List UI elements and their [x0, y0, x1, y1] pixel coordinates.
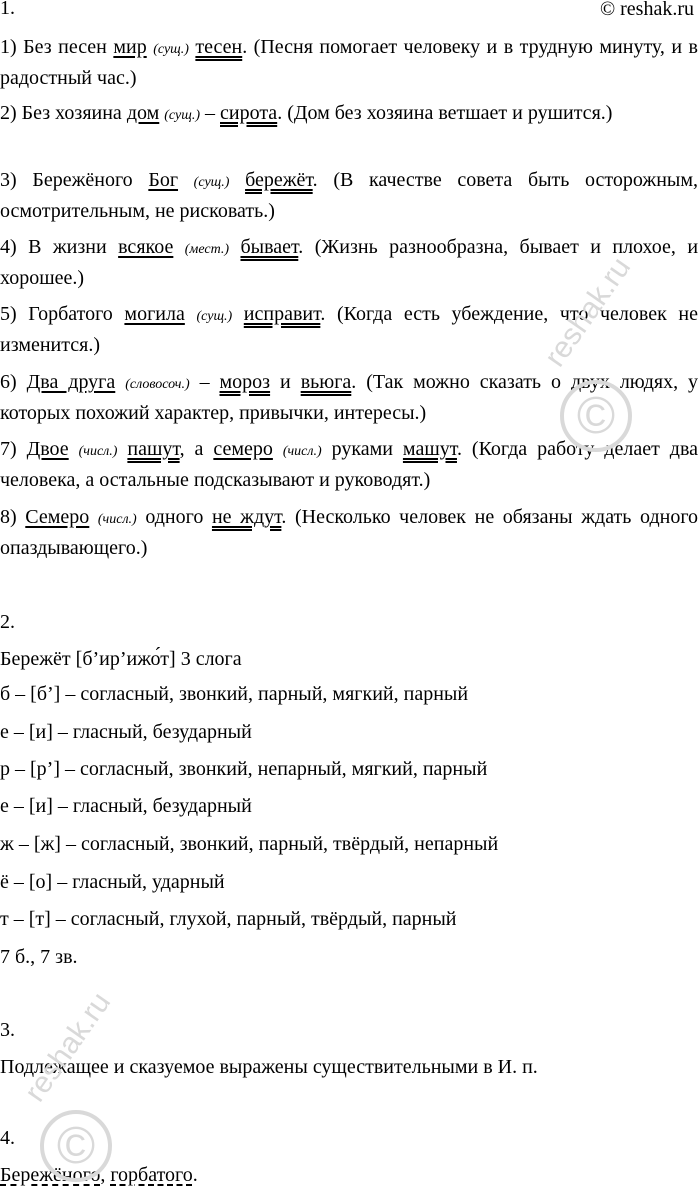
copyright-watermark-icon: ©: [40, 1110, 112, 1182]
phonetic-summary: 7 б., 7 зв.: [0, 946, 78, 968]
phonetic-line: т – [т] – согласный, глухой, парный, твёрдый, парный: [0, 908, 457, 930]
subject: мир: [113, 36, 147, 58]
subject: Двое: [26, 438, 69, 460]
watermark-text: reshak.ru: [538, 251, 638, 373]
predicate: не ждут: [211, 506, 282, 528]
subject: могила: [124, 303, 185, 325]
subject: Два друга: [26, 371, 116, 393]
predicate: исправит: [243, 303, 321, 325]
watermark-text: reshak.ru: [18, 986, 118, 1108]
predicate: машут: [402, 438, 457, 460]
predicate: пашут: [127, 438, 180, 460]
proverb-2: 2) Без хозяина дом (сущ.) – сирота. (Дом без хозяина ветшает и рушится.): [0, 102, 613, 124]
part-of-speech: (числ.): [282, 444, 322, 459]
phonetic-line: е – [и] – гласный, безударный: [0, 721, 252, 743]
section-3-number: 3.: [0, 1019, 15, 1041]
predicate: бережёт: [245, 169, 313, 191]
subject: всякое: [118, 236, 174, 258]
copyright-watermark-icon: ©: [560, 380, 632, 452]
copyright-watermark: © reshak.ru: [599, 0, 694, 20]
subject: дом: [126, 102, 160, 124]
answer-word: Бережёного: [0, 1164, 101, 1186]
proverb-3: 3) Бережёного Бог (сущ.) бережёт. (В качестве совета быть осторожным, осмотрительным, не рисковать.): [0, 169, 699, 222]
predicate: сирота: [220, 102, 278, 124]
phonetic-line: ё – [о] – гласный, ударный: [0, 871, 225, 893]
answer-word: горбатого: [110, 1164, 193, 1186]
part-of-speech: (числ.): [97, 512, 137, 527]
predicate: тесен: [195, 36, 243, 58]
section-3-answer: Подлежащее и сказуемое выражены существительными в И. п.: [0, 1056, 538, 1078]
part-of-speech: (сущ.): [196, 309, 233, 324]
section-4-number: 4.: [0, 1127, 15, 1149]
part-of-speech: (сущ.): [193, 175, 230, 190]
part-of-speech: (мест.): [184, 242, 230, 257]
phonetic-line: р – [р’] – согласный, звонкий, непарный, мягкий, парный: [0, 758, 488, 780]
part-of-speech: (сущ.): [164, 108, 200, 123]
part-of-speech: (числ.): [78, 444, 118, 459]
proverb-4: 4) В жизни всякое (мест.) бывает. (Жизнь разнообразна, бывает и плохое, и хорошее.): [0, 236, 699, 289]
section-2-number: 2.: [0, 611, 15, 633]
part-of-speech: (словосоч.): [125, 377, 190, 392]
predicate: мороз: [219, 371, 271, 393]
proverb-5: 5) Горбатого могила (сущ.) исправит. (Когда есть убеждение, что человек не изменится.): [0, 303, 698, 356]
phonetic-line: ж – [ж] – согласный, звонкий, парный, твёрдый, непарный: [0, 833, 499, 855]
proverb-7: 7) Двое (числ.) пашут, а семеро (числ.) руками машут. (Когда работу делает два человека, а остальные подсказывают и руководят.): [0, 438, 698, 491]
proverb-6: 6) Два друга (словосоч.) – мороз и вьюга. (Так можно сказать о двух людях, у которых похожий характер, привычки, интересы.): [0, 371, 699, 424]
proverb-8: 8) Семеро (числ.) одного не ждут. (Несколько человек не обязаны ждать одного опаздывающего.): [0, 506, 699, 559]
phonetic-line: б – [б’] – согласный, звонкий, парный, мягкий, парный: [0, 683, 469, 705]
phonetic-line: е – [и] – гласный, безударный: [0, 795, 252, 817]
part-of-speech: (сущ.): [153, 42, 189, 57]
section-1-number: 1.: [0, 0, 15, 19]
subject: Бог: [148, 169, 179, 191]
proverb-1: 1) Без песен мир (сущ.) тесен. (Песня помогает человеку и в трудную минуту, и в радостный час.): [0, 36, 698, 89]
section-4-answer: Бережёного, горбатого.: [0, 1164, 198, 1186]
predicate: вьюга: [300, 371, 352, 393]
subject: Семеро: [25, 506, 90, 528]
phonetic-header: Бережёт [б’ир’ижо́т] 3 слога: [0, 648, 242, 670]
subject: семеро: [213, 438, 273, 460]
predicate: бывает: [240, 236, 299, 258]
